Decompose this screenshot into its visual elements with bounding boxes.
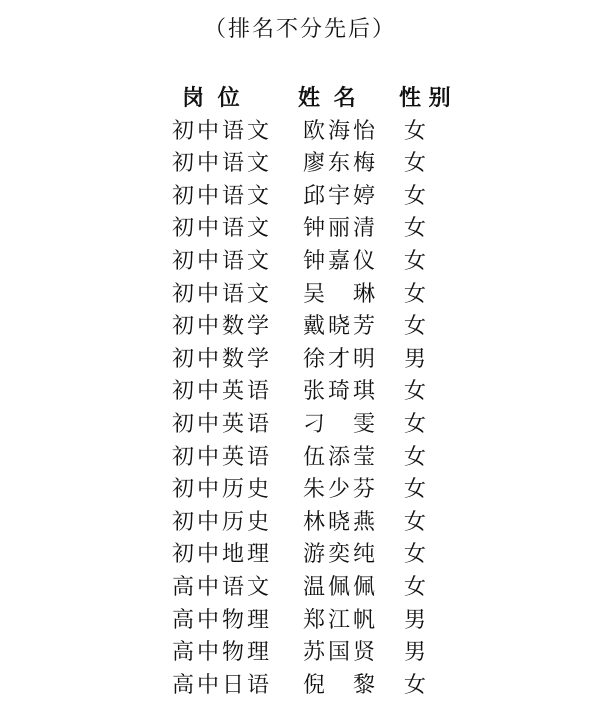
- name-cell: 郑江帆: [303, 607, 379, 633]
- name-cell: 伍添莹: [303, 444, 379, 470]
- table-row: [0, 246, 600, 279]
- gender-cell: 女: [404, 151, 427, 177]
- table-row: [0, 148, 600, 181]
- name-cell: 吴 琳: [303, 281, 379, 307]
- name-cell: 游奕纯: [303, 542, 379, 568]
- gender-cell: 女: [404, 183, 427, 209]
- table-row: [0, 637, 600, 670]
- position-cell: 初中语文: [172, 183, 273, 209]
- position-cell: 初中历史: [172, 509, 273, 535]
- gender-cell: 女: [404, 509, 427, 535]
- position-cell: 高中物理: [172, 640, 273, 666]
- name-cell: 倪 黎: [303, 672, 379, 698]
- name-cell: 刁 雯: [303, 411, 379, 437]
- gender-cell: 男: [404, 346, 427, 372]
- position-cell: 初中英语: [172, 411, 273, 437]
- gender-cell: 女: [404, 248, 427, 274]
- header-gender: 性 别: [399, 85, 451, 111]
- name-cell: 苏国贤: [303, 640, 379, 666]
- gender-cell: 女: [404, 542, 427, 568]
- name-cell: 邱宇婷: [303, 183, 379, 209]
- position-cell: 初中数学: [172, 346, 273, 372]
- ranking-note: （排名不分先后）: [203, 17, 396, 42]
- gender-cell: 女: [404, 574, 427, 600]
- gender-cell: 女: [404, 379, 427, 405]
- table-row: [0, 605, 600, 638]
- table-row: [0, 344, 600, 377]
- gender-cell: 女: [404, 118, 427, 144]
- table-row: [0, 442, 600, 475]
- gender-cell: 女: [404, 477, 427, 503]
- table-row: [0, 572, 600, 605]
- table-row: [0, 181, 600, 214]
- gender-cell: 男: [404, 640, 427, 666]
- name-cell: 林晓燕: [303, 509, 379, 535]
- table-row: [0, 116, 600, 149]
- name-cell: 钟丽清: [303, 216, 379, 242]
- name-cell: 温佩佩: [303, 574, 379, 600]
- table-row: [0, 409, 600, 442]
- roster-table: [0, 82, 600, 702]
- name-cell: 钟嘉仪: [303, 248, 379, 274]
- position-cell: 高中物理: [172, 607, 273, 633]
- name-cell: 欧海怡: [303, 118, 379, 144]
- name-cell: 朱少芬: [303, 477, 379, 503]
- table-row: [0, 474, 600, 507]
- table-row: [0, 539, 600, 572]
- table-row: [0, 311, 600, 344]
- table-row: [0, 670, 600, 703]
- position-cell: 初中语文: [172, 216, 273, 242]
- position-cell: 初中语文: [172, 151, 273, 177]
- position-cell: 初中语文: [172, 118, 273, 144]
- gender-cell: 女: [404, 444, 427, 470]
- position-cell: 高中语文: [172, 574, 273, 600]
- table-row: [0, 213, 600, 246]
- gender-cell: 女: [404, 411, 427, 437]
- position-cell: 初中地理: [172, 542, 273, 568]
- table-header: [0, 82, 600, 115]
- table-row: [0, 279, 600, 312]
- gender-cell: 女: [404, 314, 427, 340]
- table-row: [0, 507, 600, 540]
- table-row: [0, 376, 600, 409]
- header-name: 姓 名: [298, 85, 359, 111]
- name-cell: 徐才明: [303, 346, 379, 372]
- gender-cell: 男: [404, 607, 427, 633]
- name-cell: 廖东梅: [303, 151, 379, 177]
- position-cell: 高中日语: [172, 672, 273, 698]
- gender-cell: 女: [404, 281, 427, 307]
- position-cell: 初中语文: [172, 281, 273, 307]
- name-cell: 张琦琪: [303, 379, 379, 405]
- position-cell: 初中数学: [172, 314, 273, 340]
- position-cell: 初中历史: [172, 477, 273, 503]
- gender-cell: 女: [404, 672, 427, 698]
- position-cell: 初中英语: [172, 379, 273, 405]
- header-position: 岗 位: [182, 85, 243, 111]
- position-cell: 初中语文: [172, 248, 273, 274]
- position-cell: 初中英语: [172, 444, 273, 470]
- table-body: [0, 116, 600, 703]
- name-cell: 戴晓芳: [303, 314, 379, 340]
- gender-cell: 女: [404, 216, 427, 242]
